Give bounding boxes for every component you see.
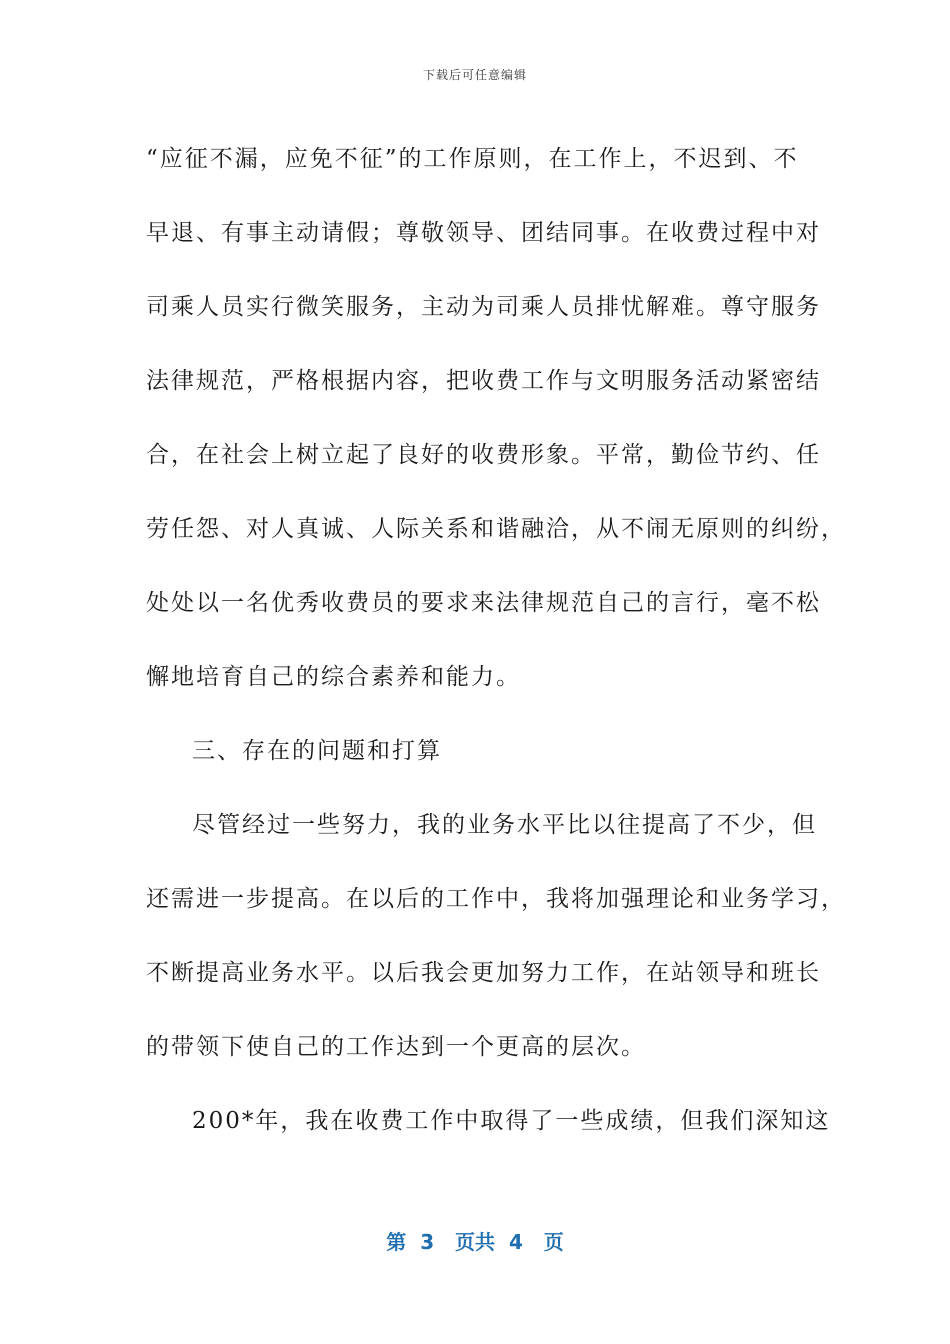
header-note: 下载后可任意编辑 — [422, 68, 527, 82]
section-heading: 三、存在的问题和打算 — [192, 738, 442, 764]
text-line: 处处以一名优秀收费员的要求来法律规范自己的言行，毫不松 — [146, 590, 821, 616]
page-suffix: 页 — [543, 1230, 564, 1254]
current-page-number: 3 — [420, 1230, 435, 1254]
text-line: 还需进一步提高。在以后的工作中，我将加强理论和业务学习， — [146, 886, 846, 912]
page-footer — [0, 1226, 950, 1255]
text-line: 劳任怨、对人真诚、人际关系和谐融洽，从不闹无原则的纠纷， — [146, 516, 846, 542]
text-line: 懈地培育自己的综合素养和能力。 — [146, 664, 521, 690]
page-middle: 页共 — [455, 1230, 495, 1254]
text-line: 司乘人员实行微笑服务，主动为司乘人员排忧解难。尊守服务 — [146, 294, 821, 320]
document-body — [146, 122, 846, 1158]
total-pages-number: 4 — [508, 1230, 523, 1254]
text-line: 合，在社会上树立起了良好的收费形象。平常，勤俭节约、任 — [146, 442, 821, 468]
text-line: 尽管经过一些努力，我的业务水平比以往提高了不少，但 — [192, 812, 817, 838]
page-prefix: 第 — [386, 1230, 407, 1254]
text-line: 法律规范，严格根据内容，把收费工作与文明服务活动紧密结 — [146, 368, 821, 394]
text-line: 的带领下使自己的工作达到一个更高的层次。 — [146, 1034, 646, 1060]
text-line: 早退、有事主动请假；尊敬领导、团结同事。在收费过程中对 — [146, 220, 821, 246]
text-line: 200*年，我在收费工作中取得了一些成绩，但我们深知这 — [192, 1108, 831, 1134]
text-line: 不断提高业务水平。以后我会更加努力工作，在站领导和班长 — [146, 960, 821, 986]
text-line: “应征不漏，应免不征”的工作原则，在工作上，不迟到、不 — [146, 146, 799, 172]
